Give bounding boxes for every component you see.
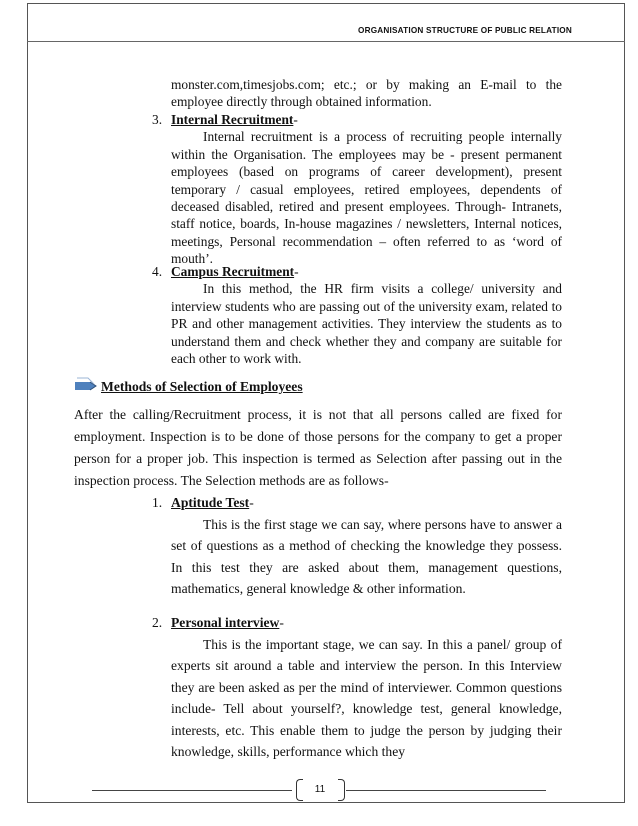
- arrow-bullet-icon: [74, 376, 98, 396]
- list-number: 1.: [152, 495, 163, 510]
- item-suffix: -: [293, 112, 298, 127]
- list-item-aptitude-test: [171, 492, 562, 600]
- item-suffix: -: [294, 264, 299, 279]
- footer-rule-right: [346, 790, 546, 791]
- item-text: Internal recruitment is a process of recruiting people internally within the Organisation. The employees may be - present permanent employees (based on programs of career development), present temporary / casual employees, retired employees, dependents of deceased disabled, retired and present employees. Through- Intranets, staff notice, boards, In-house magazines / newsletters, Internal notices, meetings, Personal recommendation – often referred to as ‘word of mouth’.: [171, 129, 562, 267]
- item-suffix: -: [279, 615, 284, 630]
- footer-rule-left: [92, 790, 292, 791]
- list-number: 3.: [152, 112, 163, 127]
- item-text: This is the important stage, we can say. In this a panel/ group of experts sit around a table and interview the person. In this Interview they are been asked as per the mind of interviewer. Common questions include- Tell about yourself?, knowledge test, general knowledge, interests, etc. This enable them to judge the person by judging their knowledge, skills, performance which they: [171, 636, 562, 759]
- list-number: 2.: [152, 615, 163, 630]
- item-title: Campus Recruitment: [171, 264, 295, 279]
- item-title: Internal Recruitment: [171, 112, 294, 127]
- running-header: ORGANISATION STRUCTURE OF PUBLIC RELATION: [358, 26, 572, 35]
- item-text: This is the first stage we can say, where persons have to answer a set of questions as a method of checking the knowledge they possess. In this test they are asked about them, management questions, mathematics, general knowledge & other information.: [171, 516, 562, 596]
- list-item-personal-interview: [171, 612, 562, 763]
- item-suffix: -: [249, 495, 254, 510]
- list-item-internal-recruitment: [171, 111, 562, 268]
- list-item-campus-recruitment: [171, 263, 562, 367]
- item-title: Aptitude Test: [171, 495, 250, 510]
- item-text: In this method, the HR firm visits a college/ university and interview students who are passing out of the university exam, related to PR and other management activities. They interview the students as to understand them and check whether they and company are suitable for each other to work with.: [171, 281, 562, 367]
- page-number: 11: [314, 784, 326, 795]
- intro-continuation: monster.com,timesjobs.com; etc.; or by making an E-mail to the employee directly through obtained information.: [171, 77, 562, 110]
- header-rule: [27, 41, 625, 42]
- section-heading: Methods of Selection of Employees: [101, 379, 303, 394]
- item-title: Personal interview: [171, 615, 280, 630]
- list-number: 4.: [152, 264, 163, 279]
- section-paragraph: After the calling/Recruitment process, it is not that all persons called are fixed for employment. Inspection is to be done of those persons for the company to get a proper person for a proper job. This inspection is termed as Selection after passing out in the inspection process. The Selection methods are as follows-: [74, 407, 562, 488]
